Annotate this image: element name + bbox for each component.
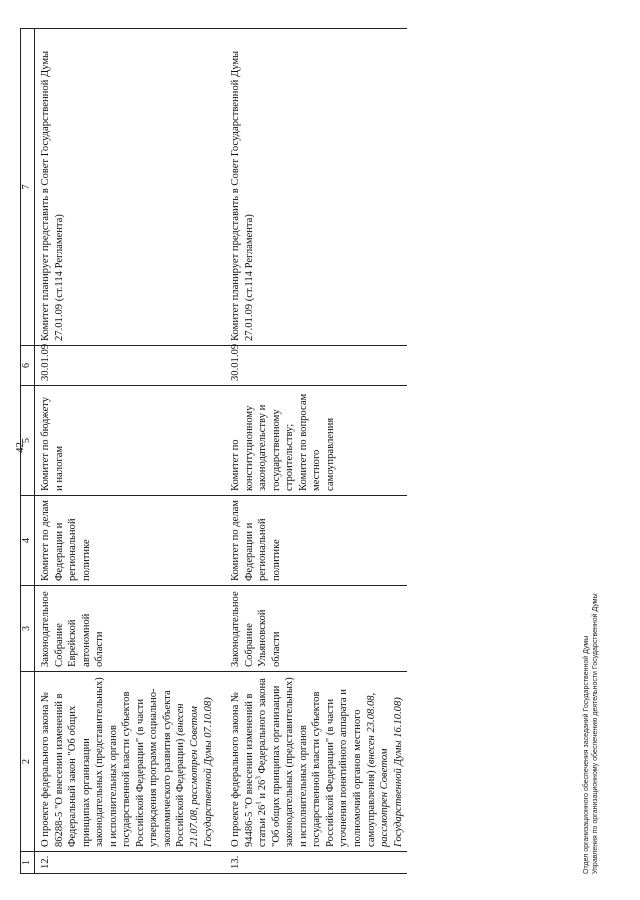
bill-text-part: Федерального закона "Об общих принципах организации законодательных (представительных) и исполнительных органов государственной власти субъектов Российской Федерации" (в части уточнения понятийного аппарата и полномочий органов местного самоуправления) [257, 677, 377, 847]
bill-text-part: и 26 [257, 779, 269, 802]
remark-cell: Комитет планирует представить в Совет Государственной Думы 27.01.09 (ст.114 Регламента) [35, 29, 218, 346]
row-number: 12. [35, 852, 218, 874]
deadline-cell: 30.01.09 [35, 346, 218, 386]
page-footer [582, 593, 601, 874]
table-row [217, 29, 407, 874]
column-header: 4 [21, 496, 35, 586]
column-number-row [21, 29, 35, 874]
remark-cell: Комитет планирует представить в Совет Государственной Думы 27.01.09 (ст.114 Регламента) [217, 29, 407, 346]
initiator-cell: Законодательное Собрание Еврейской автономной области [35, 586, 218, 672]
row-number: 13. [217, 852, 407, 874]
bill-submission-note: (внесен 23.08.08, рассмотрен Советом Государственной Думы 16.10.08) [365, 692, 404, 847]
responsible-committee-cell: Комитет по делам Федерации и региональной политике [217, 496, 407, 586]
bill-title: О проекте федерального закона № 86288-5 [40, 691, 65, 847]
co-executors-cell: Комитет по бюджету и налогам [35, 386, 218, 496]
column-header: 5 [21, 386, 35, 496]
bill-description-cell [35, 672, 218, 852]
bill-text: "О внесении изменений в Федеральный закон "Об общих принципах организации законодательных (представительных) и исполнительных органов государственной власти субъектов Российской Федерации" (в части утверждения программ социально-экономического развития субъекта Российской Федерации) [53, 677, 187, 847]
bill-description-cell [217, 672, 407, 852]
bill-submission-note: (внесен 21.07.08, рассмотрен Советом Государственной Думы 07.10.08) [175, 697, 214, 847]
column-header: 1 [21, 852, 35, 874]
deadline-cell: 30.01.09 [217, 346, 407, 386]
column-header: 3 [21, 586, 35, 672]
superscript: 3 [254, 776, 263, 780]
column-header: 7 [21, 29, 35, 346]
column-header: 6 [21, 346, 35, 386]
bill-title: О проекте федерального закона № 94486-5 [230, 691, 255, 847]
table-row [35, 29, 218, 874]
bill-text-part: "О внесении изменений в статьи 26 [243, 693, 269, 847]
co-executors-cell: Комитет по конституционному законодательству и государственному строительству; Комитет по вопросам местного самоуправления [217, 386, 407, 496]
responsible-committee-cell: Комитет по делам Федерации и региональной политике [35, 496, 218, 586]
page-number: 42 [14, 442, 26, 453]
column-header: 2 [21, 672, 35, 852]
footer-line: Отдел организационного обеспечения заседаний Государственной Думы [583, 635, 590, 874]
initiator-cell: Законодательное Собрание Ульяновской области [217, 586, 407, 672]
footer-line: Управления по организационному обеспечению деятельности Государственной Думы [592, 593, 600, 874]
bills-table [20, 28, 407, 874]
superscript: 1 [254, 801, 263, 805]
